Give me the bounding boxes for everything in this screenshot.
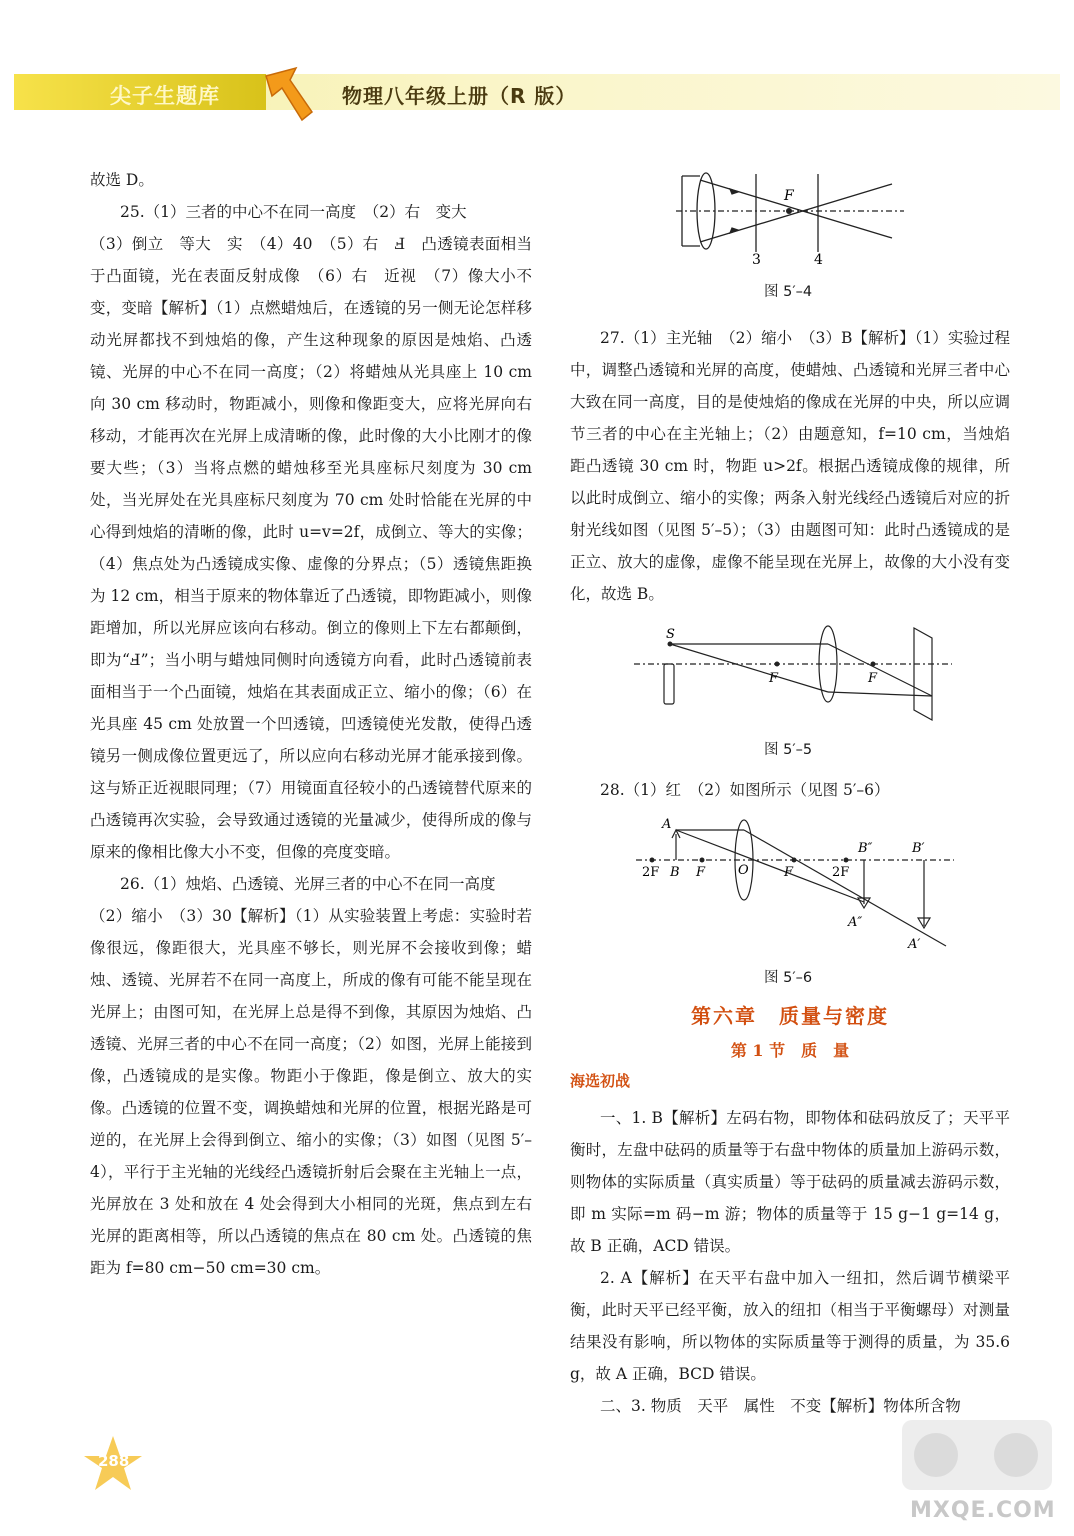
watermark (896, 1410, 1066, 1530)
label-F-right: F (784, 865, 794, 880)
section-title: 第 1 节 质 量 (730, 1041, 850, 1060)
label-F-left: F (769, 671, 779, 686)
left-column (90, 164, 532, 1284)
right-column-q28 (600, 774, 1010, 806)
paragraph: （2）缩小 （3）30【解析】（1）从实验装置上考虑：实验时若像很远，像距很大，光具座不够长，则光屏不会接收到像；蜡烛、透镜、光屏若不在同一高度上，所成的像有可能不能呈现在光屏上；由图可知，在光屏上总是得不到像，其原因为烛焰、凸透镜、光屏三者的中心不在同一高度；（2）如图，光屏上能接到像，凸透镜成的是实像。物距小于像距，像是倒立、放大的实像。凸透镜的位置不变，调换蜡烛和光屏的位置，根据光路是可逆的，在光屏上会得到倒立、缩小的实像；（3）如图（见图 5′–4），平行于主光轴的光线经凸透镜折射后会聚在主光轴上一点，光屏放在 3 处和放在 4 处会得到大小相同的光斑，焦点到左右光屏的距离相等，所以凸透镜的焦点在 80 cm 处。凸透镜的焦距为 f=80 cm−50 cm=30 cm。 (90, 907, 532, 1277)
right-column-answers (570, 1102, 1010, 1422)
label-2F-left: 2F (642, 865, 660, 880)
paragraph: 故选 D。 (90, 171, 154, 189)
figure-5-6-caption: 图 5′–6 (764, 970, 813, 986)
label-A-prime: A′ (908, 937, 921, 952)
label-F-left: F (696, 865, 706, 880)
label-F: F (784, 188, 794, 204)
section-tag: 海选初战 (570, 1072, 631, 1090)
brand-badge (14, 74, 266, 110)
label-A-double-prime: A″ (848, 915, 863, 930)
paragraph: 25.（1）三者的中心不在同一高度 （2）右 变大 (120, 203, 467, 221)
right-column-q27 (570, 322, 1010, 610)
page-number: 288 (98, 1452, 130, 1470)
paragraph: 2. A【解析】在天平右盘中加入一纽扣，然后调节横梁平衡，此时天平已经平衡，放入的纽扣（相当于平衡螺母）对测量结果没有影响，所以物体的实际质量等于测得的质量，为 35.6 g，故 A 正确，BCD 错误。 (570, 1269, 1010, 1383)
brand-text: 尖子生题库 (110, 84, 220, 108)
label-3: 3 (752, 252, 761, 268)
figure-5-5-caption: 图 5′–5 (764, 742, 813, 758)
book-title: 物理八年级上册（R 版） (342, 84, 577, 108)
paragraph: （3）倒立 等大 实 （4）40 （5）右 Ⅎ 凸透镜表面相当于凸面镜，光在表面反射成像 （6）右 近视 （7）像大小不变，变暗【解析】（1）点燃蜡烛后，在透镜的另一侧无论怎样移动光屏都找不到烛焰的像，产生这种现象的原因是烛焰、凸透镜、光屏的中心不在同一高度；（2）将蜡烛从光具座上 10 cm 向 30 cm 移动时，物距减小，则像和像距变大，应将光屏向右移动，才能再次在光屏上成清晰的像，此时像的大小比刚才的像要大些；（3）当将点燃的蜡烛移至光具座标尺刻度为 30 cm 处，当光屏处在光具座标尺刻度为 70 cm 处时恰能在光屏的中心得到烛焰的清晰的像，此时 u=v=2f，成倒立、等大的实像；（4）焦点处为凸透镜成实像、虚像的分界点；（5）透镜焦距换为 12 cm，相当于原来的物体靠近了凸透镜，即物距减小，则像距增加，所以光屏应该向右移动。倒立的像则上下左右都颠倒，即为“Ⅎ”；当小明与蜡烛同侧时向透镜方向看，此时凸透镜前表面相当于一个凸面镜，烛焰在其表面成正立、缩小的像；（6）在光具座 45 cm 处放置一个凹透镜，凹透镜使光发散，使得凸透镜另一侧成像位置更远了，所以应向右移动光屏才能承接到像。这与矫正近视眼同理；（7）用镜面直径较小的凸透镜替代原来的凸透镜再次实验，会导致通过透镜的光量减少，使得所成的像与原来的像相比像大小不变，但像的亮度变暗。 (90, 235, 532, 861)
label-B-double-prime: B″ (858, 841, 873, 856)
label-F-right: F (868, 671, 878, 686)
label-B-prime: B′ (912, 841, 925, 856)
label-4: 4 (814, 252, 823, 268)
label-2F-right: 2F (832, 865, 850, 880)
figure-5-6-diagram (636, 814, 956, 956)
label-B: B (670, 865, 680, 880)
paragraph: 二、3. 物质 天平 属性 不变【解析】物体所含物 (600, 1397, 961, 1415)
figure-5-4-diagram (676, 166, 906, 276)
label-S: S (666, 627, 675, 642)
page-number-badge (78, 1434, 148, 1494)
chapter-title: 第六章 质量与密度 (691, 1004, 889, 1028)
label-O: O (738, 863, 749, 878)
figure-5-4-caption: 图 5′–4 (764, 284, 813, 300)
paragraph: 一、1. B【解析】左码右物，即物体和砝码放反了；天平平衡时，左盘中砝码的质量等于右盘中物体的质量加上游码示数，则物体的实际质量（真实质量）等于砝码的质量减去游码示数，即 m 实际=m 码−m 游；物体的质量等于 15 g−1 g=14 g，故 B 正确，ACD 错误。 (570, 1109, 1010, 1255)
figure-5-5-diagram (632, 624, 962, 724)
label-A: A (662, 817, 672, 832)
paragraph: 27.（1）主光轴 （2）缩小 （3）B【解析】（1）实验过程中，调整凸透镜和光屏的高度，使蜡烛、凸透镜和光屏三者中心大致在同一高度，目的是使烛焰的像成在光屏的中央，所以应调节三者的中心在主光轴上；（2）由题意知，f=10 cm，当烛焰距凸透镜 30 cm 时，物距 u>2f。根据凸透镜成像的规律，所以此时成倒立、缩小的实像；两条入射光线经凸透镜后对应的折射光线如图（见图 5′–5）；（3）由题图可知：此时凸透镜成的是正立、放大的虚像，虚像不能呈现在光屏上，故像的大小没有变化，故选 B。 (570, 329, 1010, 603)
paragraph: 26.（1）烛焰、凸透镜、光屏三者的中心不在同一高度 (120, 875, 496, 893)
arrow-icon (262, 66, 314, 124)
paragraph: 28.（1）红 （2）如图所示（见图 5′–6） (600, 781, 890, 799)
watermark-text: MXQE.COM (910, 1498, 1056, 1523)
